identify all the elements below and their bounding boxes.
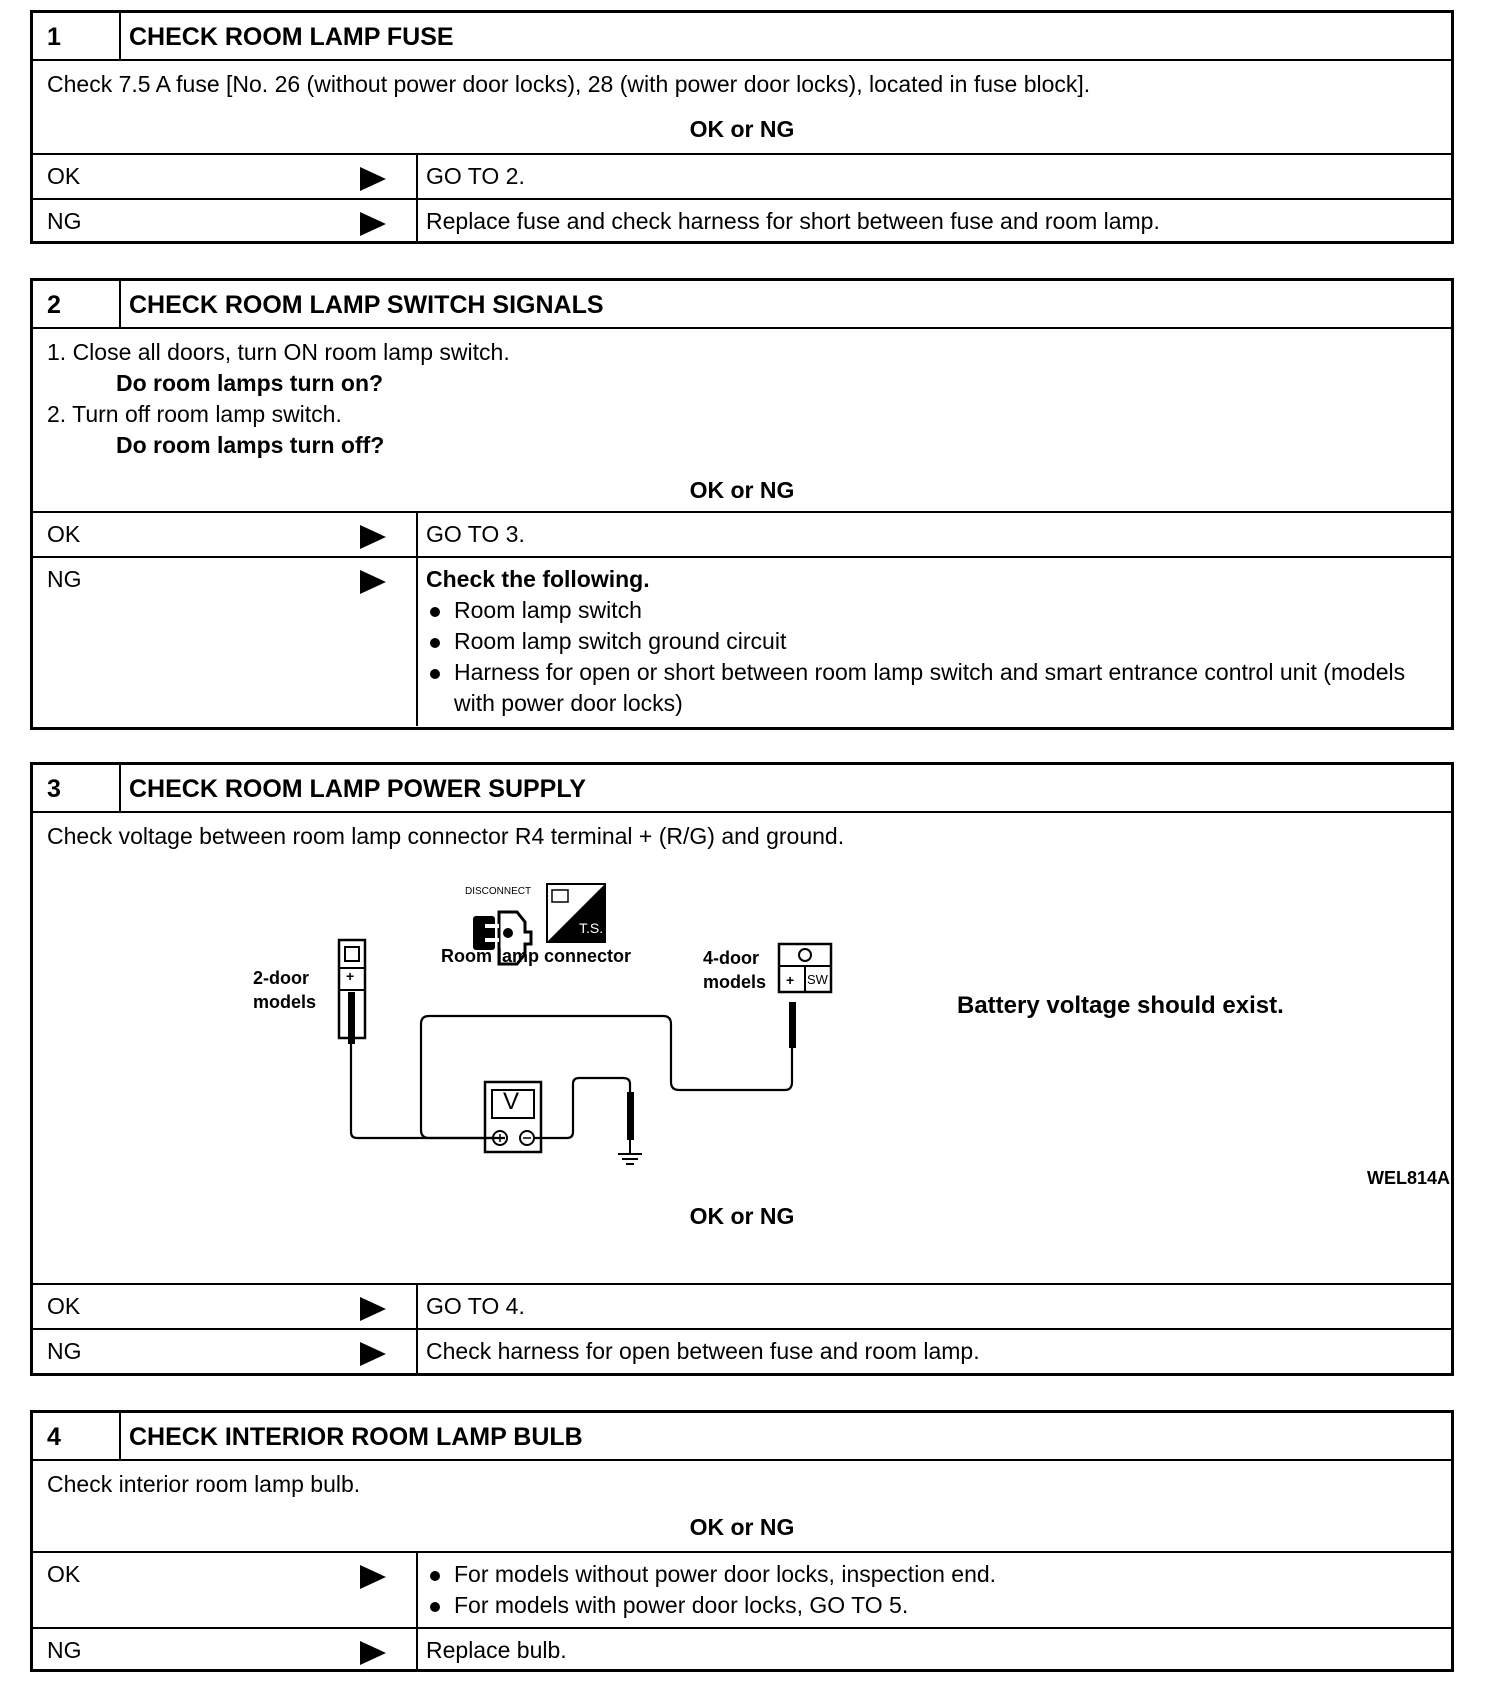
instruction-line: 1. Close all doors, turn ON room lamp switch. [47,339,510,365]
sw-terminal-label: SW [807,972,828,987]
step-title: CHECK INTERIOR ROOM LAMP BULB [129,1423,583,1451]
ng-result-content [418,558,1451,726]
arrow-right-icon [360,1641,386,1665]
meter-label: V [503,1088,520,1115]
step-instruction-area [33,327,1451,511]
step-header [33,765,1451,811]
ok-or-ng-label: OK or NG [689,477,795,503]
step-instruction-area [33,59,1451,153]
four-door-label-line2: models [703,972,767,992]
step-3-box [30,762,1454,1376]
arrow-right-icon [360,525,386,549]
connector-label: Room lamp connector [441,946,632,966]
step-number: 3 [33,765,121,811]
instruction-text: Check 7.5 A fuse [No. 26 (without power door locks), 28 (with power door locks), located in fuse block]. [47,71,1091,97]
list-item: Harness for open or short between room lamp switch and smart entrance control unit (models with power door locks) [426,657,1441,719]
question-text: Do room lamps turn off? [116,432,385,458]
step-instruction-area [33,1459,1451,1551]
ok-result-text: GO TO 3. [426,521,525,547]
instruction-text: Check voltage between room lamp connector R4 terminal + (R/G) and ground. [47,823,845,849]
step-number: 4 [33,1413,121,1459]
figure-code: WEL814A [1367,1168,1451,1188]
test-diagram [47,852,1451,1252]
ok-label: OK [47,1293,81,1319]
ok-result-text: GO TO 4. [426,1293,525,1319]
test-leads [351,1016,792,1138]
ng-result-text: Replace fuse and check harness for short between fuse and room lamp. [426,208,1160,234]
ok-result-row [33,1551,1451,1627]
ok-or-ng-label: OK or NG [689,116,795,142]
step-header [33,281,1451,327]
ng-result-text: Check harness for open between fuse and room lamp. [426,1338,980,1364]
list-item: Room lamp switch ground circuit [426,626,1441,657]
ng-heading: Check the following. [426,566,650,592]
ng-result-row [33,198,1451,243]
arrow-right-icon [360,1342,386,1366]
two-door-label-line2: models [253,992,317,1012]
instruction-line: 2. Turn off room lamp switch. [47,401,342,427]
ok-label: OK [47,163,81,189]
arrow-right-icon [360,570,386,594]
step-title: CHECK ROOM LAMP FUSE [129,23,454,51]
ok-checklist [426,1559,1441,1621]
step-title: CHECK ROOM LAMP SWITCH SIGNALS [129,291,604,319]
step-header [33,13,1451,59]
ok-label: OK [47,521,81,547]
battery-voltage-note: Battery voltage should exist. [957,992,1284,1019]
ng-label: NG [47,566,82,592]
step-number: 2 [33,281,121,327]
ok-label: OK [47,1561,81,1587]
question-text: Do room lamps turn on? [116,370,384,396]
wiring-diagram [33,852,1423,1252]
ng-label: NG [47,1338,82,1364]
ground-icon [618,1092,642,1164]
ok-or-ng-label: OK or NG [689,1203,795,1229]
instruction-text: Check interior room lamp bulb. [47,1471,361,1497]
arrow-right-icon [360,167,386,191]
ok-or-ng-label: OK or NG [689,1514,795,1540]
list-item: For models without power door locks, inspection end. [426,1559,1441,1590]
ok-result-row [33,511,1451,556]
step-instruction-area [33,811,1451,1283]
ng-checklist [426,595,1441,719]
four-door-connector-icon [779,944,831,1048]
ng-result-row [33,1627,1451,1672]
ng-result-row [33,1328,1451,1373]
ts-label: T.S. [579,920,604,936]
list-item: For models with power door locks, GO TO 5. [426,1590,1441,1621]
two-door-label-line1: 2-door [253,968,309,988]
step-title: CHECK ROOM LAMP POWER SUPPLY [129,775,586,803]
ok-result-row [33,1283,1451,1328]
list-item: Room lamp switch [426,595,1441,626]
ng-result-text: Replace bulb. [426,1637,567,1663]
two-door-connector-icon [339,940,365,1044]
ng-result-row [33,556,1451,726]
step-1-box [30,10,1454,244]
arrow-right-icon [360,212,386,236]
step-header [33,1413,1451,1459]
ng-label: NG [47,1637,82,1663]
ok-result-content [418,1553,1451,1627]
ok-result-row [33,153,1451,198]
arrow-right-icon [360,1565,386,1589]
plus-terminal-label: + [786,972,795,988]
step-2-box [30,278,1454,730]
step-4-box [30,1410,1454,1672]
ng-label: NG [47,208,82,234]
disconnect-label: DISCONNECT [465,886,532,897]
four-door-label-line1: 4-door [703,948,759,968]
step-number: 1 [33,13,121,59]
plus-terminal-label: + [346,968,355,984]
arrow-right-icon [360,1297,386,1321]
ok-result-text: GO TO 2. [426,163,525,189]
